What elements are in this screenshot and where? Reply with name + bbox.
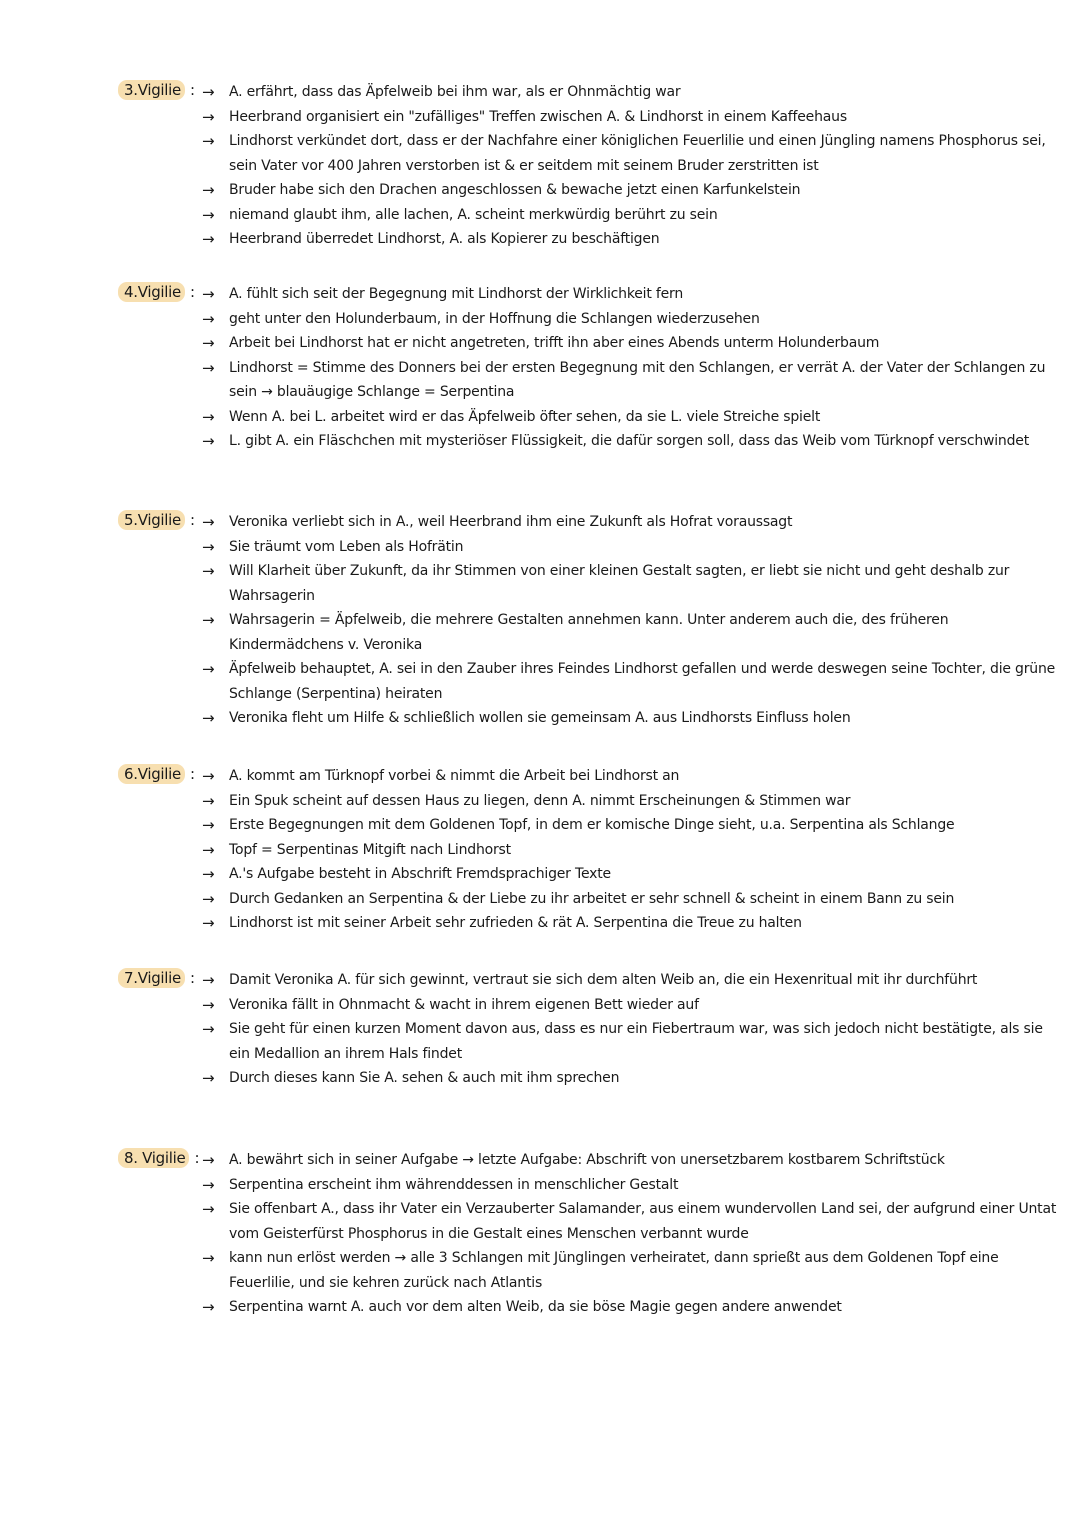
list-item <box>202 80 1058 105</box>
arrow-right-icon: → <box>202 660 215 678</box>
list-item <box>202 887 1058 912</box>
list-item-text: niemand glaubt ihm, alle lachen, A. scheint merkwürdig berührt zu sein <box>229 206 718 223</box>
list-item <box>202 307 1058 332</box>
arrow-right-icon: → <box>202 889 215 908</box>
list-item <box>202 331 1058 356</box>
list-item <box>202 535 1058 560</box>
list-item <box>202 968 1058 993</box>
arrow-right-icon: → <box>202 767 215 785</box>
list-item-text: A. kommt am Türknopf vorbei & nimmt die Arbeit bei Lindhorst an <box>229 768 680 784</box>
list-item <box>202 1173 1058 1198</box>
arrow-right-icon: → <box>202 816 215 834</box>
arrow-right-icon: → <box>202 840 215 859</box>
arrow-right-icon: → <box>202 865 215 883</box>
list-item-text: Wahrsagerin = Äpfelweib, die mehrere Gestalten annehmen kann. Unter anderem auch die, des früheren Kindermädchens v. Veronika <box>229 612 949 653</box>
arrow-right-icon: → <box>202 611 215 629</box>
list-item <box>202 657 1058 706</box>
list-item-text: Sie geht für einen kurzen Moment davon aus, dass es nur ein Fiebertraum war, was sich jedoch nicht bestätigte, als sie ein Medallion an ihrem Hals findet <box>229 1021 1043 1062</box>
list-item <box>202 129 1058 178</box>
arrow-right-icon: → <box>202 1069 215 1087</box>
list-item-text: Ein Spuk scheint auf dessen Haus zu liegen, denn A. nimmt Erscheinungen & Stimmen war <box>229 792 851 809</box>
arrow-right-icon: → <box>202 285 215 303</box>
list-item-text: A. bewährt sich in seiner Aufgabe → letzte Aufgabe: Abschrift von unersetzbarem kostbarem Schriftstück <box>229 1152 945 1168</box>
arrow-right-icon: → <box>202 83 215 101</box>
list-item-text: Lindhorst verkündet dort, dass er der Nachfahre einer königlichen Feuerlilie und einen Jüngling namens Phosphorus sei, sein Vater vor 400 Jahren verstorben ist & er seitdem mit seinem Bruder zerstritten ist <box>229 133 1046 174</box>
list-item-text: Will Klarheit über Zukunft, da ihr Stimmen von einer kleinen Gestalt sagten, er liebt sie nicht und geht deshalb zur Wahrsagerin <box>229 563 1010 604</box>
section-label: 7.Vigilie : <box>118 968 195 988</box>
list-item <box>202 838 1058 863</box>
list-item-text: kann nun erlöst werden → alle 3 Schlangen mit Jünglingen verheiratet, dann sprießt aus dem Goldenen Topf eine Feuerlilie, und sie kehren zurück nach Atlantis <box>229 1250 999 1291</box>
list-item <box>202 203 1058 228</box>
list-item <box>202 993 1058 1018</box>
list-item-text: Heerbrand überredet Lindhorst, A. als Kopierer zu beschäftigen <box>229 231 660 247</box>
item-list <box>202 80 1058 252</box>
list-item-text: Lindhorst ist mit seiner Arbeit sehr zufrieden & rät A. Serpentina die Treue zu halten <box>229 915 802 931</box>
list-item <box>202 429 1058 454</box>
arrow-right-icon: → <box>202 709 215 727</box>
list-item-text: Sie träumt vom Leben als Hofrätin <box>229 538 464 555</box>
list-item-text: Sie offenbart A., dass ihr Vater ein Verzauberter Salamander, aus einem wundervollen Land sei, der aufgrund einer Untat vom Geisterfürst Phosphorus in die Gestalt eines Menschen verbannt wurde <box>229 1201 1057 1242</box>
arrow-right-icon: → <box>202 132 215 150</box>
item-list <box>202 282 1058 454</box>
list-item <box>202 559 1058 608</box>
list-item-text: Topf = Serpentinas Mitgift nach Lindhorst <box>229 841 511 858</box>
list-item-text: A.'s Aufgabe besteht in Abschrift Fremdsprachiger Texte <box>229 866 611 882</box>
list-item <box>202 862 1058 887</box>
list-item <box>202 764 1058 789</box>
arrow-right-icon: → <box>202 1298 215 1316</box>
list-item-text: Arbeit bei Lindhorst hat er nicht angetreten, trifft ihn aber eines Abends unterm Holunderbaum <box>229 335 880 351</box>
section-label: 5.Vigilie : <box>118 510 195 530</box>
list-item <box>202 227 1058 252</box>
arrow-right-icon: → <box>202 1020 215 1038</box>
item-list <box>202 510 1058 731</box>
arrow-right-icon: → <box>202 205 215 224</box>
list-item <box>202 1197 1058 1246</box>
arrow-right-icon: → <box>202 1249 215 1267</box>
arrow-right-icon: → <box>202 230 215 248</box>
list-item-text: Serpentina warnt A. auch vor dem alten Weib, da sie böse Magie gegen andere anwendet <box>229 1299 842 1315</box>
arrow-right-icon: → <box>202 432 215 450</box>
arrow-right-icon: → <box>202 537 215 556</box>
list-item <box>202 1066 1058 1091</box>
list-item <box>202 178 1058 203</box>
arrow-right-icon: → <box>202 791 215 810</box>
item-list <box>202 764 1058 936</box>
arrow-right-icon: → <box>202 995 215 1014</box>
list-item <box>202 1148 1058 1173</box>
arrow-right-icon: → <box>202 971 215 989</box>
arrow-right-icon: → <box>202 1200 215 1218</box>
section-label: 6.Vigilie : <box>118 764 195 784</box>
list-item-text: Damit Veronika A. für sich gewinnt, vertraut sie sich dem alten Weib an, die ein Hexenritual mit ihr durchführt <box>229 972 978 988</box>
list-item <box>202 813 1058 838</box>
list-item <box>202 510 1058 535</box>
list-item-text: Serpentina erscheint ihm währenddessen in menschlicher Gestalt <box>229 1176 679 1193</box>
list-item-text: Veronika verliebt sich in A., weil Heerbrand ihm eine Zukunft als Hofrat voraussagt <box>229 514 793 530</box>
arrow-right-icon: → <box>202 309 215 328</box>
list-item-text: L. gibt A. ein Fläschchen mit mysteriöser Flüssigkeit, die dafür sorgen soll, dass das Weib vom Türknopf verschwindet <box>229 433 1029 449</box>
arrow-right-icon: → <box>202 1175 215 1194</box>
list-item-text: Durch dieses kann Sie A. sehen & auch mit ihm sprechen <box>229 1070 620 1086</box>
list-item <box>202 405 1058 430</box>
arrow-right-icon: → <box>202 358 215 377</box>
section-label: 4.Vigilie : <box>118 282 195 302</box>
list-item-text: Heerbrand organisiert ein "zufälliges" Treffen zwischen A. & Lindhorst in einem Kaffeehaus <box>229 108 847 125</box>
list-item <box>202 1295 1058 1320</box>
list-item <box>202 608 1058 657</box>
arrow-right-icon: → <box>202 562 215 580</box>
arrow-right-icon: → <box>202 513 215 531</box>
list-item <box>202 282 1058 307</box>
section-label: 3.Vigilie : <box>118 80 195 100</box>
list-item-text: Bruder habe sich den Drachen angeschlossen & bewache jetzt einen Karfunkelstein <box>229 182 801 198</box>
list-item-text: geht unter den Holunderbaum, in der Hoffnung die Schlangen wiederzusehen <box>229 310 760 327</box>
list-item <box>202 356 1058 405</box>
arrow-right-icon: → <box>202 107 215 126</box>
list-item-text: Äpfelweib behauptet, A. sei in den Zauber ihres Feindes Lindhorst gefallen und werde deswegen seine Tochter, die grüne Schlange (Serpentina) heiraten <box>229 661 1056 702</box>
list-item-text: Lindhorst = Stimme des Donners bei der ersten Begegnung mit den Schlangen, er verrät A. der Vater der Schlangen zu sein → blauäugige Schlange = Serpentina <box>229 359 1046 400</box>
section-label: 8. Vigilie : <box>118 1148 199 1168</box>
list-item <box>202 1017 1058 1066</box>
list-item-text: A. erfährt, dass das Äpfelweib bei ihm war, als er Ohnmächtig war <box>229 84 681 100</box>
item-list <box>202 1148 1058 1320</box>
list-item-text: Wenn A. bei L. arbeitet wird er das Äpfelweib öfter sehen, da sie L. viele Streiche spielt <box>229 408 821 425</box>
list-item-text: Veronika fleht um Hilfe & schließlich wollen sie gemeinsam A. aus Lindhorsts Einfluss holen <box>229 710 851 726</box>
list-item <box>202 706 1058 731</box>
arrow-right-icon: → <box>202 181 215 199</box>
arrow-right-icon: → <box>202 1151 215 1169</box>
list-item-text: Durch Gedanken an Serpentina & der Liebe zu ihr arbeitet er sehr schnell & scheint in einem Bann zu sein <box>229 890 955 907</box>
list-item <box>202 789 1058 814</box>
arrow-right-icon: → <box>202 914 215 932</box>
arrow-right-icon: → <box>202 334 215 352</box>
list-item <box>202 1246 1058 1295</box>
list-item-text: Veronika fällt in Ohnmacht & wacht in ihrem eigenen Bett wieder auf <box>229 996 699 1013</box>
list-item-text: Erste Begegnungen mit dem Goldenen Topf, in dem er komische Dinge sieht, u.a. Serpentina als Schlange <box>229 817 955 833</box>
list-item <box>202 105 1058 130</box>
list-item <box>202 911 1058 936</box>
list-item-text: A. fühlt sich seit der Begegnung mit Lindhorst der Wirklichkeit fern <box>229 286 684 302</box>
arrow-right-icon: → <box>202 407 215 426</box>
item-list <box>202 968 1058 1091</box>
